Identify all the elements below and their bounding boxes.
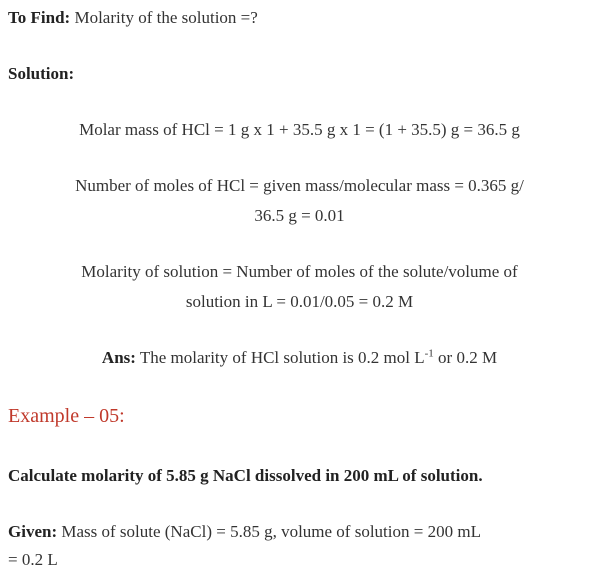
moles-step-line-1: Number of moles of HCl = given mass/molecular mass = 0.365 g/: [75, 176, 524, 195]
answer-superscript: -1: [424, 347, 434, 360]
given-line-2: = 0.2 L: [8, 550, 58, 569]
molar-mass-step: Molar mass of HCl = 1 g x 1 + 35.5 g x 1 = (1 + 35.5) g = 36.5 g: [79, 120, 520, 139]
to-find-label: To Find:: [8, 8, 71, 27]
moles-step-line-2: 36.5 g = 0.01: [254, 206, 345, 225]
answer-label: Ans:: [101, 348, 136, 367]
solution-label-line: [8, 62, 591, 86]
molarity-step-line-2: solution in L = 0.01/0.05 = 0.2 M: [185, 292, 414, 311]
molarity-step-line-1: Molarity of solution = Number of moles of the solute/volume of: [81, 262, 518, 281]
given-line-1: [8, 520, 591, 544]
answer-text-end: or 0.2 M: [433, 348, 498, 367]
answer-line: [0, 346, 599, 370]
solution-label: Solution:: [8, 64, 75, 83]
given-label: Given:: [8, 522, 58, 541]
to-find-text: Molarity of the solution =?: [70, 8, 258, 27]
to-find-line: [8, 6, 591, 30]
answer-text: The molarity of HCl solution is 0.2 mol L: [135, 348, 425, 367]
given-text: Mass of solute (NaCl) = 5.85 g, volume of solution = 200 mL: [57, 522, 481, 541]
example-heading: Example – 05:: [8, 405, 125, 427]
example-question: Calculate molarity of 5.85 g NaCl dissolved in 200 mL of solution.: [8, 466, 483, 485]
